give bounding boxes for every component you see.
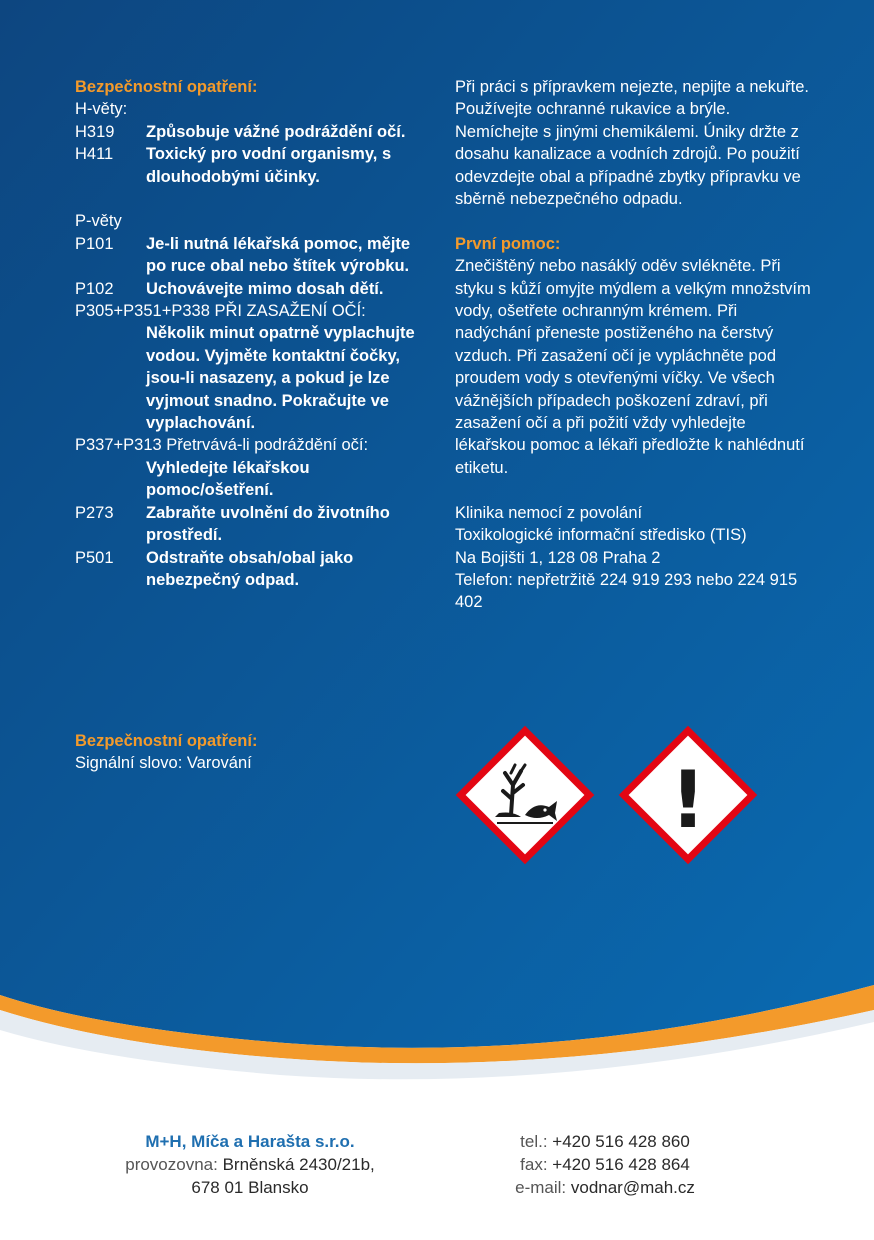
p305-heading: P305+P351+P338 PŘI ZASAŽENÍ OČÍ: [75, 302, 366, 321]
clinic-address: Na Bojišti 1, 128 08 Praha 2 [455, 548, 661, 567]
p101-row [75, 233, 425, 278]
p102-code: P102 [75, 279, 114, 298]
p501-text: Odstraňte obsah/obal jako nebezpečný odpad. [146, 548, 354, 589]
p337-text: Vyhledejte lékařskou pomoc/ošetření. [146, 458, 310, 500]
h-sentences-title: H-věty: [75, 100, 128, 119]
p273-text: Zabraňte uvolnění do životního prostředí. [146, 503, 390, 545]
exclamation-hazard-icon [619, 726, 758, 865]
signal-word-block [75, 730, 425, 775]
address-city: 678 01 Blansko [191, 1178, 309, 1197]
fax-line [455, 1153, 755, 1176]
address-label: provozovna: [125, 1155, 218, 1174]
tel-line [455, 1130, 755, 1153]
first-aid-heading: První pomoc: [455, 234, 561, 253]
p273-row [75, 502, 425, 547]
p501-row [75, 547, 425, 592]
hazard-pictograms [452, 722, 764, 873]
signal-heading: Bezpečnostní opatření: [75, 732, 258, 750]
h319-code: H319 [75, 122, 115, 141]
h411-text: Toxický pro vodní organismy, s dlouhodobými účinky. [146, 145, 392, 186]
company-info [75, 1130, 425, 1199]
contact-info [455, 1130, 755, 1199]
clinic-phone: Telefon: nepřetržitě 224 919 293 nebo 224 915 402 [455, 570, 798, 612]
email-label: e-mail: [515, 1178, 567, 1197]
safety-heading: Bezpečnostní opatření: [75, 78, 258, 96]
tel-number[interactable]: +420 516 428 860 [552, 1132, 690, 1151]
email-address[interactable]: vodnar@mah.cz [570, 1178, 695, 1197]
environment-hazard-icon [456, 726, 595, 865]
instructions-column [455, 76, 815, 614]
p501-code: P501 [75, 548, 114, 567]
hazard-statements [75, 76, 425, 591]
signal-word: Signální slovo: Varování [75, 754, 252, 773]
p305-text: Několik minut opatrně vyplachujte vodou. Vyjměte kontaktní čočky, jsou-li nasazeny, a pokud je lze vyjmout snadno. Pokračujte ve vyplachování. [146, 324, 415, 433]
company-name: M+H, Míča a Harašta s.r.o. [145, 1132, 355, 1151]
p102-row [75, 278, 425, 300]
exclamation-mark: ! [670, 756, 706, 846]
p273-code: P273 [75, 503, 114, 522]
clinic-name: Klinika nemocí z povolání [455, 503, 643, 522]
p101-text: Je-li nutná lékařská pomoc, mějte po ruce obal nebo štítek výrobku. [146, 234, 411, 276]
address-street: Brněnská 2430/21b, [222, 1155, 375, 1174]
p-sentences-title: P-věty [75, 212, 122, 231]
h319-text: Způsobuje vážné podráždění očí. [146, 122, 406, 141]
h319-row [75, 121, 425, 143]
p102-text: Uchovávejte mimo dosah dětí. [146, 279, 384, 298]
fax-label: fax: [520, 1155, 548, 1174]
email-line [455, 1176, 755, 1199]
h411-row [75, 143, 425, 188]
p101-code: P101 [75, 234, 114, 253]
tel-label: tel.: [520, 1132, 548, 1151]
h411-code: H411 [75, 145, 114, 164]
clinic-center: Toxikologické informační středisko (TIS) [455, 526, 747, 545]
p337-heading: P337+P313 Přetrvává-li podráždění očí: [75, 436, 369, 455]
first-aid-text: Znečištěný nebo nasáklý oděv svlékněte. Při styku s kůží omyjte mýdlem a velkým množstvím vody, ošetřete ochranným krémem. Při nadýchání přeneste postiženého na čerstvý vzduch. Při zasažení očí je vypláchněte pod proudem vody s otevřenými víčky. Ve všech vážnějších případech poškození zdraví, při zasažení očí a při požití vždy vyhledejte lékařskou pomoc a lékaři předložte k nahlédnutí etiketu. [455, 257, 811, 477]
handling-instructions: Při práci s přípravkem nejezte, nepijte a nekuřte. Používejte ochranné rukavice a brýle. Nemíchejte s jinými chemikálemi. Úniky držte z dosahu kanalizace a vodních zdrojů. Po použití odevzdejte obal a případné zbytky přípravku ve sběrně nebezpečného odpadu. [455, 78, 810, 209]
fax-number: +420 516 428 864 [552, 1155, 690, 1174]
company-address [75, 1153, 425, 1176]
